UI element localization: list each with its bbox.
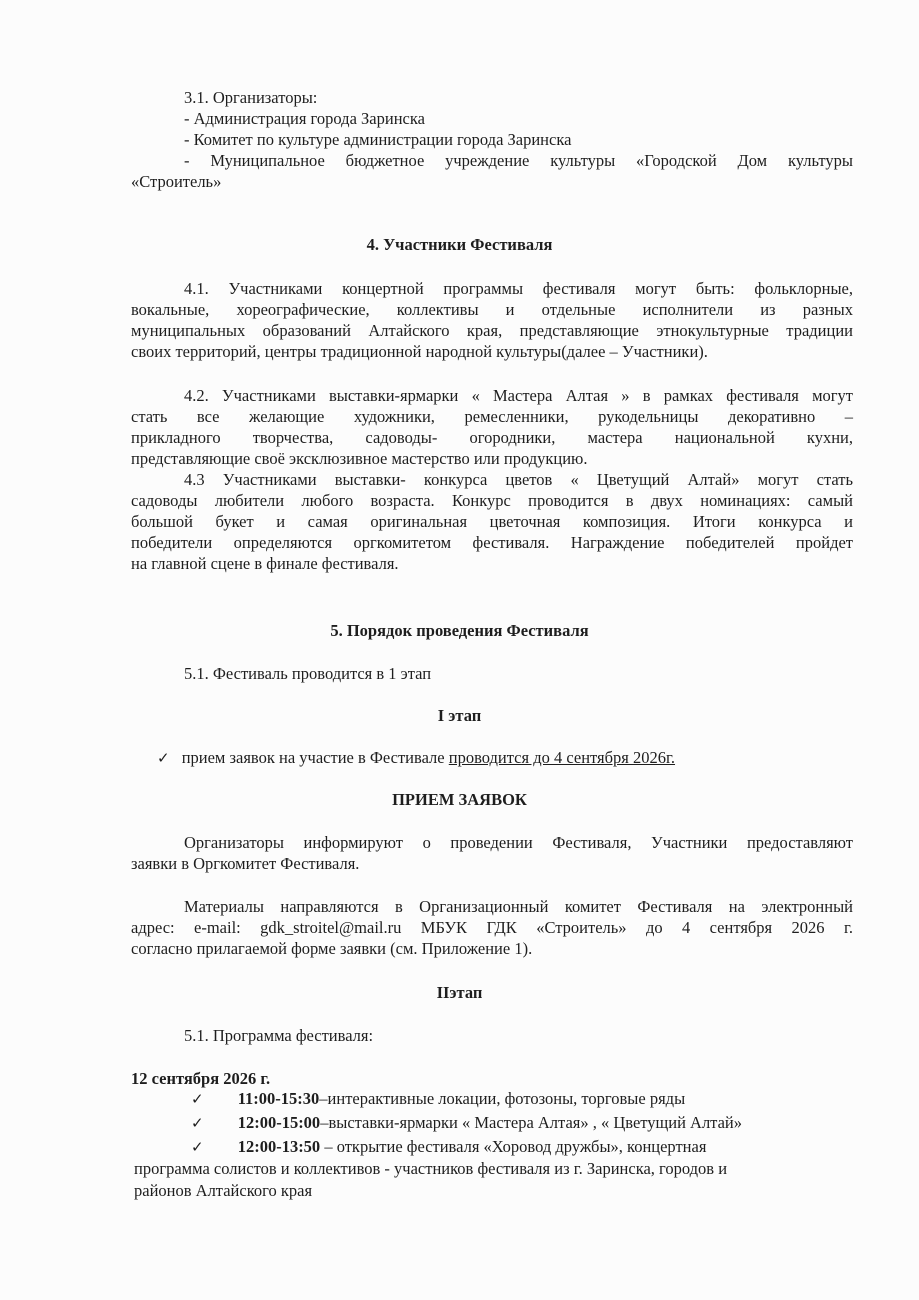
p41-line2: вокальные, хореографические, коллективы и отдельные исполнители из разных — [131, 300, 853, 319]
bullet-deadline: проводится до 4 сентября 2026г. — [448, 748, 676, 767]
org-info-line1: Организаторы информируют о проведении Фестиваля, Участники предоставляют — [184, 833, 853, 852]
organizer-committee: - Комитет по культуре администрации города Заринска — [184, 130, 572, 149]
organizer-culture-house: - Муниципальное бюджетное учреждение культуры «Городской Дом культуры — [184, 151, 853, 170]
schedule-text: – открытие фестиваля «Хоровод дружбы», концертная — [320, 1137, 707, 1156]
applications-heading: ПРИЕМ ЗАЯВОК — [392, 790, 527, 809]
materials-line2: адрес: e-mail: gdk_stroitel@mail.ru МБУК ГДК «Строитель» до 4 сентября 2026 г. — [131, 918, 853, 937]
organizer-administration: - Администрация города Заринска — [184, 109, 425, 128]
p43-line4: победители определяются оргкомитетом фестиваля. Награждение победителей пройдет — [131, 533, 853, 552]
schedule-item-cont-line2: районов Алтайского края — [134, 1181, 313, 1200]
p43-line1: 4.3 Участниками выставки- конкурса цветов « Цветущий Алтай» могут стать — [184, 470, 853, 489]
schedule-time: 12:00-13:50 — [237, 1137, 321, 1156]
schedule-text: –интерактивные локации, фотозоны, торговые ряды — [319, 1089, 686, 1108]
stage-1-heading: I этап — [437, 706, 482, 725]
p42-line4: представляющие своё эксклюзивное мастерство или продукцию. — [131, 449, 588, 468]
program-label: 5.1. Программа фестиваля: — [184, 1026, 374, 1045]
application-bullet — [157, 748, 675, 768]
checkmark-icon: ✓ — [191, 1090, 204, 1108]
stage-2-heading: IIэтап — [436, 983, 483, 1002]
org-info-line2: заявки в Оргкомитет Фестиваля. — [131, 854, 360, 873]
section-5-heading: 5. Порядок проведения Фестиваля — [330, 621, 589, 640]
schedule-item — [191, 1089, 685, 1109]
materials-line3: согласно прилагаемой форме заявки (см. Приложение 1). — [131, 939, 533, 958]
p43-line3: большой букет и самая оригинальная цветочная композиция. Итоги конкурса и — [131, 512, 853, 531]
organizer-culture-house-cont: «Строитель» — [131, 172, 222, 191]
schedule-item — [191, 1113, 742, 1133]
p43-line2: садоводы любители любого возраста. Конкурс проводится в двух номинациях: самый — [131, 491, 853, 510]
schedule-time: 12:00-15:00 — [237, 1113, 321, 1132]
organizers-label: 3.1. Организаторы: — [184, 88, 318, 107]
p42-line2: стать все желающие художники, ремесленники, рукодельницы декоративно – — [131, 407, 853, 426]
p43-line5: на главной сцене в финале фестиваля. — [131, 554, 399, 573]
schedule-text: –выставки-ярмарки « Мастера Алтая» , « Цветущий Алтай» — [320, 1113, 743, 1132]
p42-line1: 4.2. Участниками выставки-ярмарки « Мастера Алтая » в рамках фестиваля могут — [184, 386, 853, 405]
p41-line4: своих территорий, центры традиционной народной культуры(далее – Участники). — [131, 342, 708, 361]
p41-line1: 4.1. Участниками концертной программы фестиваля могут быть: фольклорные, — [184, 279, 853, 298]
p51-stages: 5.1. Фестиваль проводится в 1 этап — [184, 664, 432, 683]
checkmark-icon: ✓ — [157, 749, 170, 767]
section-4-heading: 4. Участники Фестиваля — [366, 235, 553, 254]
schedule-time: 11:00-15:30 — [237, 1089, 320, 1108]
program-date: 12 сентября 2026 г. — [131, 1069, 271, 1088]
checkmark-icon: ✓ — [191, 1114, 204, 1132]
p41-line3: муниципальных образований Алтайского края, представляющие этнокультурные традиции — [131, 321, 853, 340]
checkmark-icon: ✓ — [191, 1138, 204, 1156]
bullet-text: прием заявок на участие в Фестивале — [181, 748, 449, 767]
schedule-item-cont-line1: программа солистов и коллективов - участников фестиваля из г. Заринска, городов и — [134, 1159, 728, 1178]
p42-line3: прикладного творчества, садоводы- огородники, мастера национальной кухни, — [131, 428, 853, 447]
materials-line1: Материалы направляются в Организационный комитет Фестиваля на электронный — [184, 897, 853, 916]
schedule-item — [191, 1137, 706, 1157]
